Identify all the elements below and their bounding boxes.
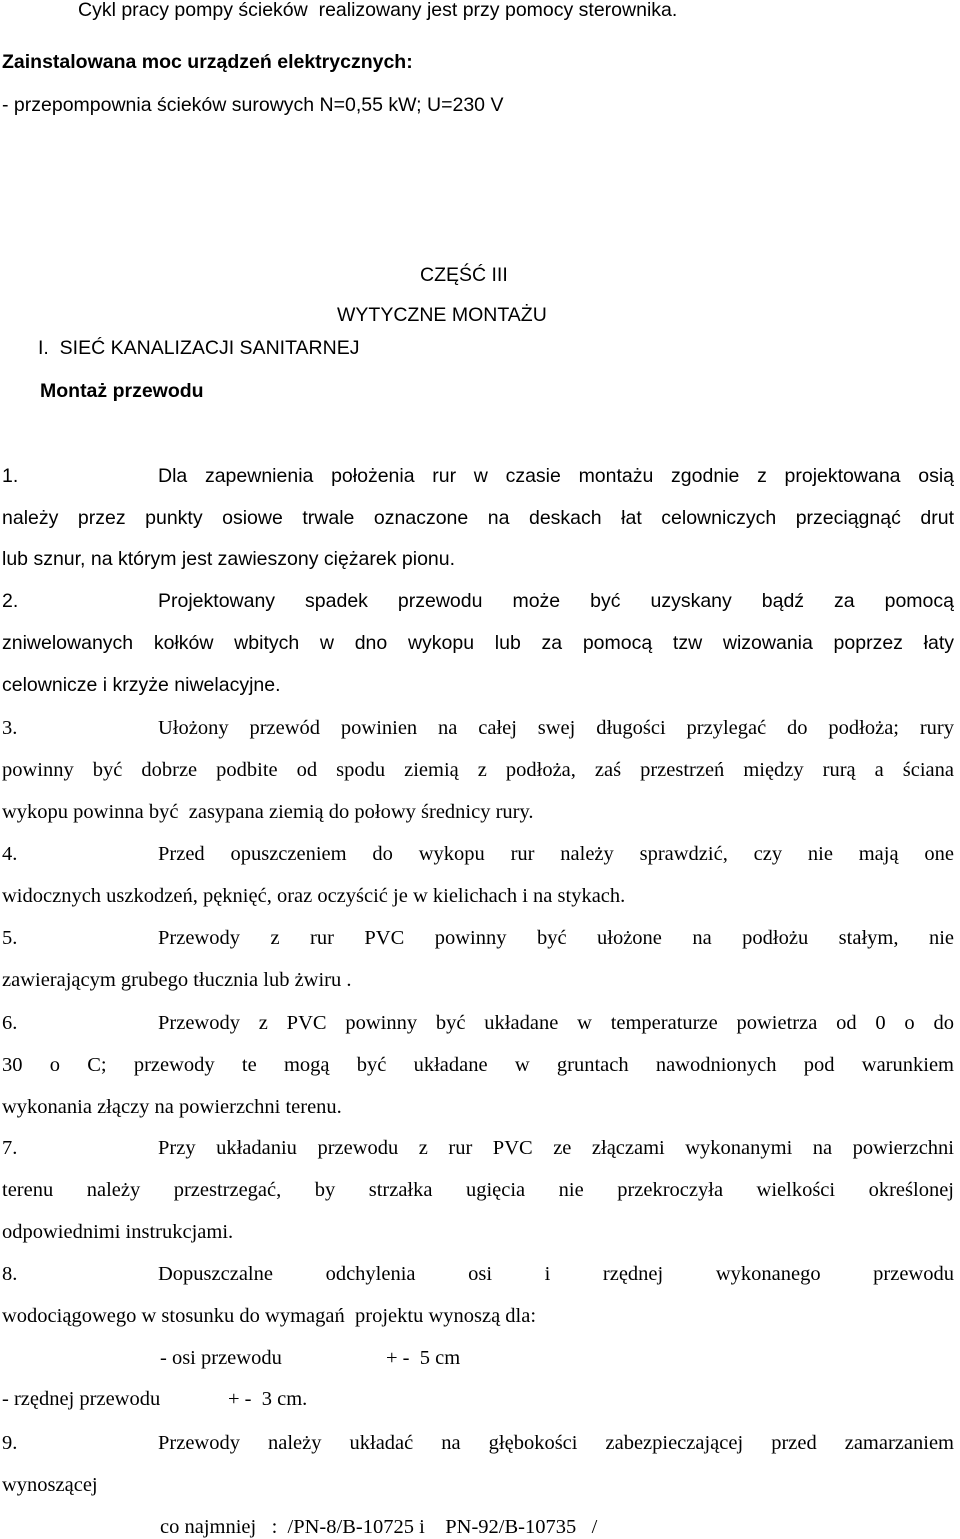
section-heading: I. SIEĆ KANALIZACJI SANITARNEJ <box>38 337 360 359</box>
item-number: 4. <box>2 843 18 865</box>
item-number: 8. <box>2 1263 18 1285</box>
tolerance-ordinate-value: + - 3 cm. <box>228 1388 308 1410</box>
item-number: 3. <box>2 717 18 739</box>
item-text: Przed opuszczeniem do wykopu rur należy sprawdzić, czy nie mają one <box>158 843 954 865</box>
subsection-heading: Montaż przewodu <box>40 380 204 402</box>
part-subtitle: WYTYCZNE MONTAŻU <box>337 304 547 326</box>
item-number: 7. <box>2 1137 18 1159</box>
item-text: wynoszącej <box>2 1474 98 1496</box>
item-text: Przewody należy układać na głębokości zabezpieczającej przed zamarzaniem <box>158 1432 954 1454</box>
min-depth-line: co najmniej : /PN-8/B-10725 i PN-92/B-10735 / <box>160 1516 598 1538</box>
item-text: widocznych uszkodzeń, pęknięć, oraz oczyścić je w kielichach i na stykach. <box>2 885 626 907</box>
item-text: wykopu powinna być zasypana ziemią do połowy średnicy rury. <box>2 801 534 823</box>
item-number: 6. <box>2 1012 18 1034</box>
item-text: wykonania złączy na powierzchni terenu. <box>2 1096 342 1118</box>
intro-line: Cykl pracy pompy ścieków realizowany jest przy pomocy sterownika. <box>78 0 678 21</box>
part-title: CZĘŚĆ III <box>420 264 508 286</box>
tolerance-ordinate-label: - rzędnej przewodu <box>2 1388 161 1410</box>
power-heading: Zainstalowana moc urządzeń elektrycznych: <box>2 51 413 73</box>
power-item: - przepompownia ścieków surowych N=0,55 kW; U=230 V <box>2 94 504 116</box>
item-text: Dopuszczalne odchylenia osi i rzędnej wykonanego przewodu <box>158 1263 954 1285</box>
item-text: Ułożony przewód powinien na całej swej długości przylegać do podłoża; rury <box>158 717 954 739</box>
item-text: 30 o C; przewody te mogą być układane w gruntach nawodnionych pod warunkiem <box>2 1054 954 1076</box>
item-text: celownicze i krzyże niwelacyjne. <box>2 674 281 696</box>
item-text: Przewody z rur PVC powinny być ułożone na podłożu stałym, nie <box>158 927 954 949</box>
item-text: lub sznur, na którym jest zawieszony ciężarek pionu. <box>2 548 456 570</box>
item-text: Przewody z PVC powinny być układane w temperaturze powietrza od 0 o do <box>158 1012 954 1034</box>
item-text: Dla zapewnienia położenia rur w czasie montażu zgodnie z projektowana osią <box>158 465 954 487</box>
tolerance-axis-label: - osi przewodu <box>160 1347 282 1369</box>
item-number: 1. <box>2 465 19 487</box>
item-text: odpowiednimi instrukcjami. <box>2 1221 234 1243</box>
item-text: zniwelowanych kołków wbitych w dno wykopu lub za pomocą tzw wizowania poprzez łaty <box>2 632 954 654</box>
item-text: należy przez punkty osiowe trwale oznaczone na deskach łat celowniczych przeciągnąć drut <box>2 507 954 529</box>
item-number: 9. <box>2 1432 18 1454</box>
item-text: terenu należy przestrzegać, by strzałka ugięcia nie przekroczyła wielkości określonej <box>2 1179 954 1201</box>
tolerance-axis-value: + - 5 cm <box>386 1347 461 1369</box>
item-text: zawierającym grubego tłucznia lub żwiru . <box>2 969 352 991</box>
item-number: 2. <box>2 590 19 612</box>
item-text: powinny być dobrze podbite od spodu ziemią z podłoża, zaś przestrzeń między rurą a ściana <box>2 759 954 781</box>
item-text: wodociągowego w stosunku do wymagań projektu wynoszą dla: <box>2 1305 537 1327</box>
item-number: 5. <box>2 927 18 949</box>
item-text: Projektowany spadek przewodu może być uzyskany bądź za pomocą <box>158 590 954 612</box>
item-text: Przy układaniu przewodu z rur PVC ze złączami wykonanymi na powierzchni <box>158 1137 954 1159</box>
